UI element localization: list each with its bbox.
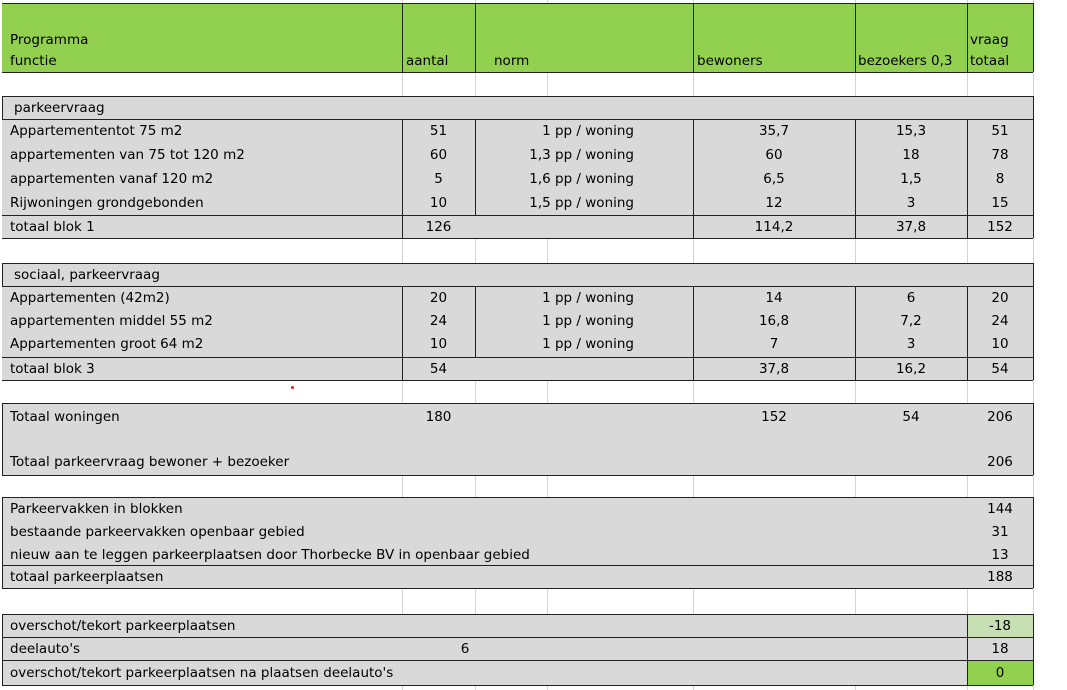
cell-totaal: 24 — [991, 313, 1009, 329]
cell-totaal: 54 — [991, 361, 1009, 377]
row-label: deelauto's — [10, 641, 81, 657]
cell-bezoekers: 6 — [906, 290, 916, 306]
cell-totaal: 78 — [991, 147, 1009, 163]
cell-bewoners: 114,2 — [754, 219, 794, 235]
cell-bewoners: 12 — [765, 195, 783, 211]
header-aantal: aantal — [406, 53, 449, 69]
cell-bezoekers: 3 — [906, 336, 916, 352]
cell-norm: 1 pp / woning — [542, 313, 634, 329]
row-label: Rijwoningen grondgebonden — [10, 195, 204, 211]
row-label: appartementen van 75 tot 120 m2 — [10, 147, 245, 163]
row-label: bestaande parkeervakken openbaar gebied — [10, 524, 305, 540]
cell-totaal: 8 — [995, 171, 1005, 187]
cell-totaal: 152 — [987, 219, 1013, 235]
cell-aantal: 24 — [429, 313, 448, 329]
cell-totaal: -18 — [988, 618, 1012, 634]
cell-bewoners: 60 — [765, 147, 783, 163]
cell-aantal: 126 — [425, 219, 452, 235]
cell-bewoners: 152 — [761, 409, 787, 425]
header-bewoners: bewoners — [697, 53, 763, 69]
cell-totaal: 51 — [991, 123, 1009, 139]
cell-norm: 1 pp / woning — [542, 123, 634, 139]
cell-aantal: 180 — [425, 409, 452, 425]
cell-bezoekers: 1,5 — [900, 171, 922, 187]
row-label: Appartemententot 75 m2 — [10, 123, 183, 139]
row-label: Appartementen (42m2) — [10, 290, 170, 306]
cell-totaal: 10 — [991, 336, 1009, 352]
cell-aantal: 51 — [429, 123, 448, 139]
header-functie: functie — [10, 53, 57, 69]
cell-bewoners: 6,5 — [763, 171, 785, 187]
cell-totaal: 144 — [987, 501, 1013, 517]
row-label: Parkeervakken in blokken — [10, 501, 183, 517]
row-label: overschot/tekort parkeerplaatsen — [10, 618, 236, 634]
cell-bezoekers: 15,3 — [895, 123, 927, 139]
row-label: nieuw aan te leggen parkeerplaatsen door Thorbecke BV in openbaar gebied — [10, 547, 530, 563]
cell-totaal: 15 — [991, 195, 1009, 211]
cell-norm: 1 pp / woning — [542, 336, 634, 352]
cell-bezoekers: 18 — [902, 147, 920, 163]
cell-totaal: 13 — [991, 547, 1009, 563]
cell-bezoekers: 37,8 — [895, 219, 927, 235]
cell-totaal: 206 — [987, 454, 1013, 470]
cell-aantal: 6 — [460, 641, 470, 657]
cell-bewoners: 14 — [765, 290, 783, 306]
row-label: totaal blok 1 — [10, 219, 95, 235]
row-label: Appartementen groot 64 m2 — [10, 336, 204, 352]
row-label: Totaal parkeervraag bewoner + bezoeker — [10, 454, 290, 470]
cell-bewoners: 7 — [769, 336, 779, 352]
row-label: totaal blok 3 — [10, 361, 95, 377]
cell-totaal: 31 — [991, 524, 1009, 540]
header-programma: Programma — [10, 32, 89, 48]
cell-norm: 1,6 pp / woning — [529, 171, 634, 187]
row-label: overschot/tekort parkeerplaatsen na plaatsen deelauto's — [10, 665, 394, 681]
cell-norm: 1,5 pp / woning — [529, 195, 634, 211]
cell-totaal: 20 — [991, 290, 1009, 306]
section-title: parkeervraag — [14, 100, 105, 116]
section-parkeervraag — [2, 96, 1033, 238]
cell-bezoekers: 3 — [906, 195, 916, 211]
cell-aantal: 60 — [429, 147, 448, 163]
section-title: sociaal, parkeervraag — [14, 267, 160, 283]
row-label: Totaal woningen — [10, 409, 120, 425]
row-label: appartementen middel 55 m2 — [10, 313, 213, 329]
cell-totaal: 206 — [987, 409, 1013, 425]
cell-bezoekers: 7,2 — [900, 313, 922, 329]
cell-bewoners: 35,7 — [758, 123, 790, 139]
cell-aantal: 5 — [434, 171, 443, 187]
cell-bezoekers: 16,2 — [895, 361, 927, 377]
header-norm: norm — [494, 53, 530, 69]
red-dot — [291, 386, 294, 389]
header-vraag: vraag — [970, 32, 1009, 48]
cell-bezoekers: 54 — [902, 409, 920, 425]
cell-bewoners: 16,8 — [758, 313, 790, 329]
cell-totaal: 18 — [991, 641, 1009, 657]
cell-aantal: 10 — [429, 336, 448, 352]
cell-totaal: 0 — [995, 665, 1005, 681]
cell-bewoners: 37,8 — [758, 361, 790, 377]
row-label: totaal parkeerplaatsen — [10, 569, 164, 585]
cell-norm: 1,3 pp / woning — [529, 147, 634, 163]
cell-aantal: 54 — [429, 361, 448, 377]
header-bezoekers: bezoekers 0,3 — [858, 53, 953, 69]
header-totaal: totaal — [970, 53, 1010, 69]
cell-norm: 1 pp / woning — [542, 290, 634, 306]
cell-aantal: 20 — [429, 290, 448, 306]
cell-totaal: 188 — [987, 569, 1013, 585]
cell-aantal: 10 — [429, 195, 448, 211]
row-label: appartementen vanaf 120 m2 — [10, 171, 214, 187]
